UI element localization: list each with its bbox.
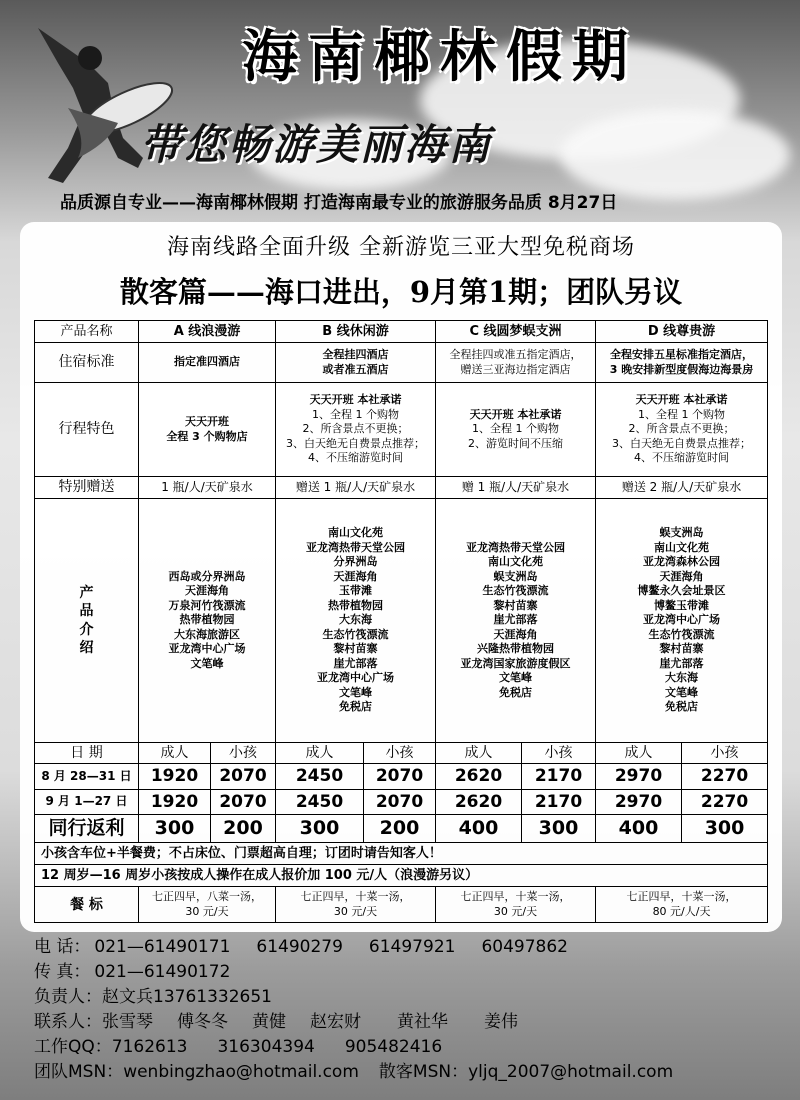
note-row <box>35 865 768 887</box>
gift-label: 特别赠送 <box>35 477 139 499</box>
child-d: 小孩 <box>682 743 768 764</box>
intro-b: 南山文化苑 亚龙湾热带天堂公园 分界洲岛 天涯海角 玉带滩 热带植物园 大东海 生态竹筏漂流 黎村苗寨 崖尤部落 亚龙湾中心广场 文笔峰 免税店 <box>276 499 436 743</box>
gift-c: 赠 1 瓶/人/天矿泉水 <box>436 477 596 499</box>
phone-line <box>34 935 784 960</box>
rebate-label: 同行返利 <box>35 815 139 843</box>
route-c: C 线圆梦蜈支洲 <box>436 321 596 343</box>
rebate-cell: 200 <box>211 815 276 843</box>
features-d: 天天开班 本社承诺 1、全程 1 个购物 2、所含景点不更换； 3、白天绝无自费景点推荐； 4、不压缩游览时间 <box>596 383 768 477</box>
price-cell: 2070 <box>211 764 276 789</box>
phone-number[interactable]: 021—61490171 <box>94 937 231 957</box>
rebate-cell: 300 <box>682 815 768 843</box>
product-label: 产品名称 <box>35 321 139 343</box>
contact-person: 张雪琴 <box>102 1012 153 1032</box>
price-cell: 2170 <box>522 764 596 789</box>
adult-b: 成人 <box>276 743 364 764</box>
child-a: 小孩 <box>211 743 276 764</box>
teen-note: 12 周岁—16 周岁小孩按成人操作在成人报价加 100 元/人（浪漫游另议） <box>35 865 768 887</box>
price-date: 8 月 28—31 日 <box>35 764 139 789</box>
qq-label: 工作QQ： <box>34 1037 112 1057</box>
header-row <box>35 321 768 343</box>
meals-row <box>35 887 768 923</box>
note-row <box>35 843 768 865</box>
rebate-row <box>35 815 768 843</box>
phone-number[interactable]: 60497862 <box>481 937 568 957</box>
phone-label: 电 话： <box>34 937 91 957</box>
fax-number: 021—61490172 <box>94 962 231 982</box>
contact-block <box>34 935 784 1085</box>
contact-person: 姜伟 <box>484 1012 518 1032</box>
child-c: 小孩 <box>522 743 596 764</box>
gift-d: 赠送 2 瓶/人/天矿泉水 <box>596 477 768 499</box>
contact-person: 黄健 <box>252 1012 286 1032</box>
price-cell: 2070 <box>364 764 436 789</box>
intro-d: 蜈支洲岛 南山文化苑 亚龙湾森林公园 天涯海角 博鳌永久会址景区 博鳌玉带滩 亚龙湾中心广场 生态竹筏漂流 黎村苗寨 崖尤部落 大东海 文笔峰 免税店 <box>596 499 768 743</box>
price-cell: 1920 <box>139 789 211 814</box>
hotel-b: 全程挂四酒店 或者准五酒店 <box>276 343 436 383</box>
price-cell: 2070 <box>211 789 276 814</box>
manager-name: 赵文兵13761332651 <box>102 987 272 1007</box>
phone-number[interactable]: 61497921 <box>368 937 456 957</box>
manager-line <box>34 985 784 1010</box>
gift-row <box>35 477 768 499</box>
price-cell: 2450 <box>276 789 364 814</box>
price-header-row <box>35 743 768 764</box>
rebate-cell: 200 <box>364 815 436 843</box>
tagline: 品质源自专业——海南椰林假期 打造海南最专业的旅游服务品质 8月27日 <box>60 193 618 213</box>
slogan: 带您畅游美丽海南 <box>140 120 493 169</box>
price-cell: 2620 <box>436 764 522 789</box>
contact-person: 赵宏财 <box>310 1012 361 1032</box>
route-d: D 线尊贵游 <box>596 321 768 343</box>
qq-number[interactable]: 905482416 <box>344 1037 443 1057</box>
features-row <box>35 383 768 477</box>
price-cell: 2070 <box>364 789 436 814</box>
price-table <box>34 320 768 923</box>
intro-c: 亚龙湾热带天堂公园 南山文化苑 蜈支洲岛 生态竹筏漂流 黎村苗寨 崖尤部落 天涯海角 兴隆热带植物园 亚龙湾国家旅游度假区 文笔峰 免税店 <box>436 499 596 743</box>
rebate-cell: 400 <box>596 815 682 843</box>
hotel-row <box>35 343 768 383</box>
team-msn[interactable]: wenbingzhao@hotmail.com <box>123 1062 359 1082</box>
price-cell: 2620 <box>436 789 522 814</box>
rebate-cell: 300 <box>276 815 364 843</box>
individual-msn[interactable]: yljq_2007@hotmail.com <box>468 1062 674 1082</box>
features-a: 天天开班 全程 3 个购物店 <box>139 383 276 477</box>
price-cell: 2970 <box>596 789 682 814</box>
features-label: 行程特色 <box>35 383 139 477</box>
rebate-cell: 300 <box>139 815 211 843</box>
gift-b: 赠送 1 瓶/人/天矿泉水 <box>276 477 436 499</box>
route-a: A 线浪漫游 <box>139 321 276 343</box>
price-cell: 2270 <box>682 789 768 814</box>
meals-a: 七正四早，八菜一汤， 30 元/天 <box>139 887 276 923</box>
price-date: 9 月 1—27 日 <box>35 789 139 814</box>
price-row <box>35 789 768 814</box>
hotel-a: 指定准四酒店 <box>139 343 276 383</box>
price-row <box>35 764 768 789</box>
date-label: 日 期 <box>35 743 139 764</box>
child-b: 小孩 <box>364 743 436 764</box>
route-b: B 线休闲游 <box>276 321 436 343</box>
hotel-d: 全程安排五星标准指定酒店， 3 晚安排新型度假海边海景房 <box>596 343 768 383</box>
child-note: 小孩含车位+半餐费；不占床位、门票超高自理；订团时请告知客人！ <box>35 843 768 865</box>
contact-people-line <box>34 1010 784 1035</box>
price-cell: 2450 <box>276 764 364 789</box>
phone-number[interactable]: 61490279 <box>256 937 343 957</box>
subtitle: 散客篇——海口进出，9月第1期；团队另议 <box>119 275 683 309</box>
rebate-cell: 400 <box>436 815 522 843</box>
hotel-label: 住宿标准 <box>35 343 139 383</box>
intro-label: 产 品 介 绍 <box>35 499 139 743</box>
features-b: 天天开班 本社承诺 1、全程 1 个购物 2、所含景点不更换； 3、白天绝无自费景点推荐； 4、不压缩游览时间 <box>276 383 436 477</box>
team-msn-label: 团队MSN： <box>34 1062 124 1082</box>
meals-label: 餐 标 <box>35 887 139 923</box>
contact-label: 联系人： <box>34 1012 102 1032</box>
hotel-c: 全程挂四或准五指定酒店， 赠送三亚海边指定酒店 <box>436 343 596 383</box>
price-cell: 1920 <box>139 764 211 789</box>
fax-line <box>34 960 784 985</box>
gift-a: 1 瓶/人/天矿泉水 <box>139 477 276 499</box>
intro-a: 西岛或分界洲岛 天涯海角 万泉河竹筏漂流 热带植物园 大东海旅游区 亚龙湾中心广场 文笔峰 <box>139 499 276 743</box>
adult-c: 成人 <box>436 743 522 764</box>
price-cell: 2170 <box>522 789 596 814</box>
msn-line <box>34 1060 784 1085</box>
price-cell: 2270 <box>682 764 768 789</box>
features-c: 天天开班 本社承诺 1、全程 1 个购物 2、游览时间不压缩 <box>436 383 596 477</box>
qq-number[interactable]: 316304394 <box>217 1037 315 1057</box>
meals-d: 七正四早，十菜一汤， 80 元/人/天 <box>596 887 768 923</box>
rebate-cell: 300 <box>522 815 596 843</box>
qq-number[interactable]: 7162613 <box>111 1037 188 1057</box>
qq-line <box>34 1035 784 1060</box>
manager-label: 负责人： <box>34 987 102 1007</box>
contact-person: 傅冬冬 <box>177 1012 228 1032</box>
company-title: 海南椰林假期 <box>242 25 638 90</box>
individual-msn-label: 散客MSN： <box>378 1062 469 1082</box>
price-cell: 2970 <box>596 764 682 789</box>
meals-c: 七正四早，十菜一汤， 30 元/天 <box>436 887 596 923</box>
fax-label: 传 真： <box>34 962 91 982</box>
intro-row <box>35 499 768 743</box>
adult-a: 成人 <box>139 743 211 764</box>
adult-d: 成人 <box>596 743 682 764</box>
meals-b: 七正四早，十菜一汤， 30 元/天 <box>276 887 436 923</box>
upgrade-headline: 海南线路全面升级 全新游览三亚大型免税商场 <box>167 235 635 260</box>
contact-person: 黄社华 <box>397 1012 448 1032</box>
